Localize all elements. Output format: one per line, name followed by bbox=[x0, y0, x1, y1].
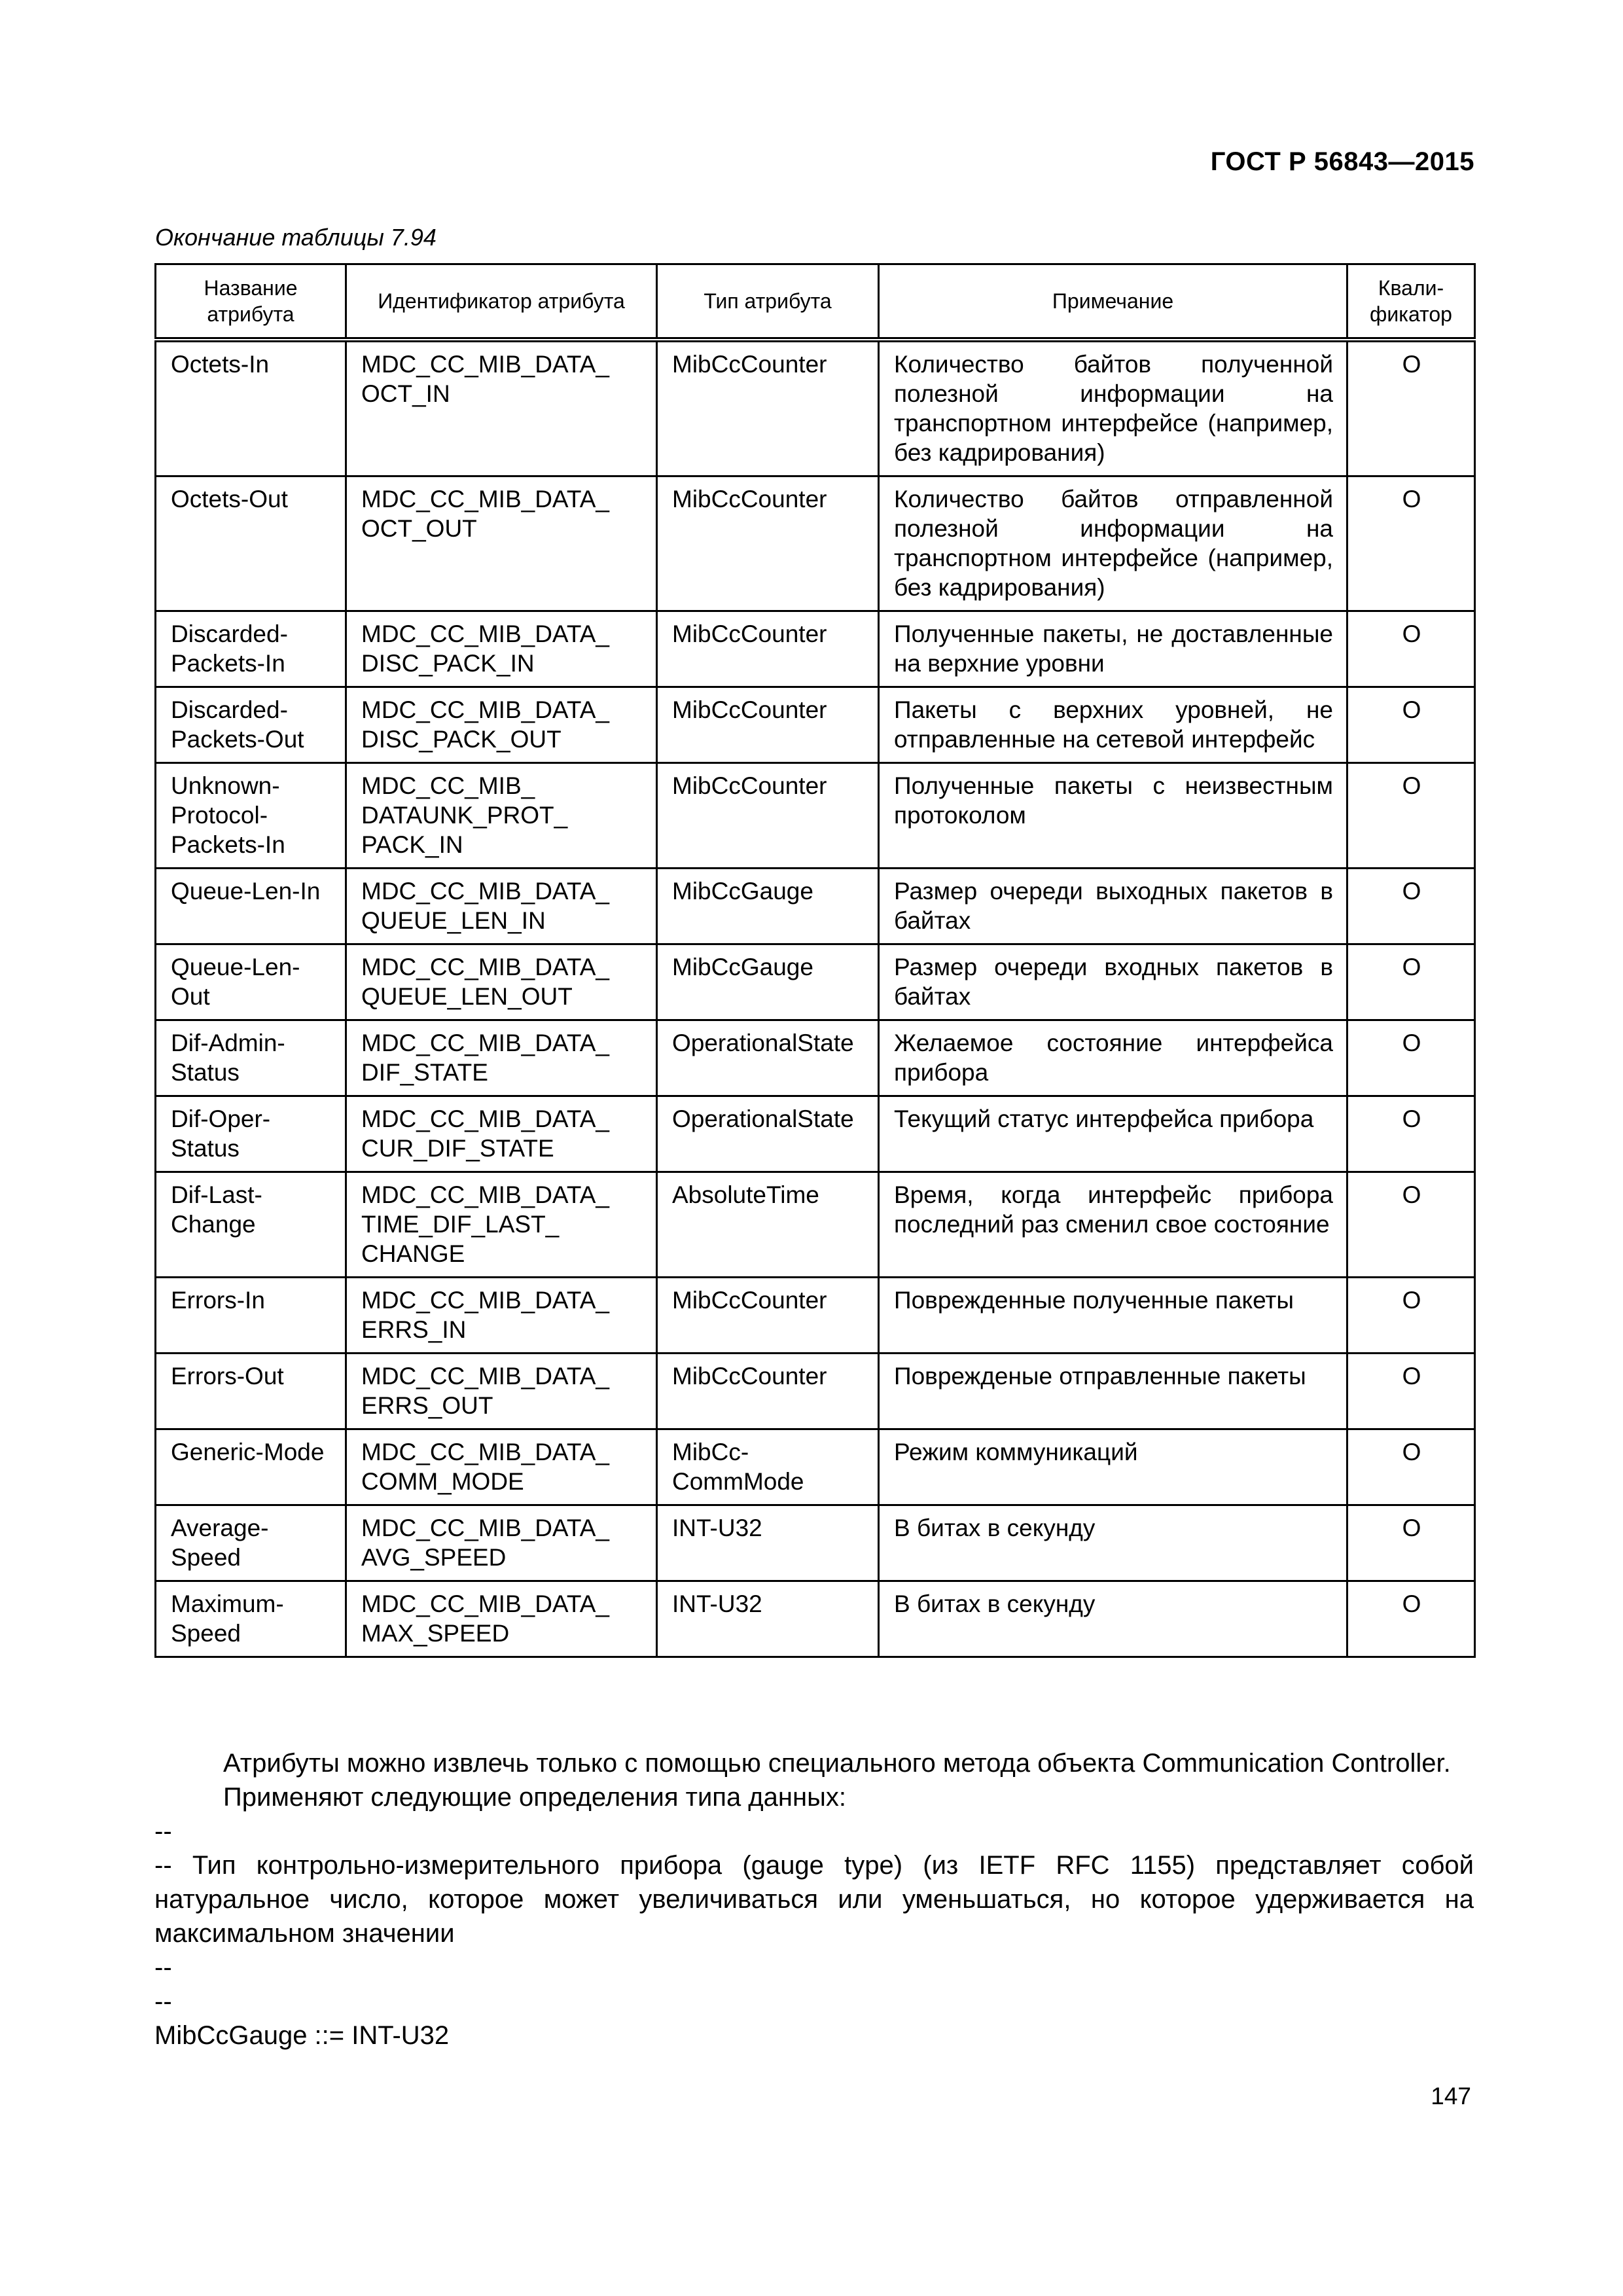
attribute-qualifier: O bbox=[1347, 1581, 1475, 1657]
attribute-id: MDC_CC_MIB_ DATAUNK_PROT_ PACK_IN bbox=[346, 763, 657, 869]
attribute-id: MDC_CC_MIB_DATA_ ERRS_OUT bbox=[346, 1354, 657, 1429]
attribute-type: MibCcCounter bbox=[657, 763, 879, 869]
attribute-type: MibCcCounter bbox=[657, 476, 879, 611]
attribute-name: Dif-Oper-Status bbox=[156, 1096, 346, 1172]
attribute-qualifier: O bbox=[1347, 1020, 1475, 1096]
attribute-type: MibCcGauge bbox=[657, 869, 879, 944]
attribute-qualifier: O bbox=[1347, 1505, 1475, 1581]
page-number: 147 bbox=[1431, 2083, 1471, 2109]
column-header-qualifier: Квали-фикатор bbox=[1347, 264, 1475, 340]
attribute-id: MDC_CC_MIB_DATA_ DISC_PACK_IN bbox=[346, 611, 657, 687]
attribute-qualifier: O bbox=[1347, 763, 1475, 869]
attribute-id: MDC_CC_MIB_DATA_ TIME_DIF_LAST_ CHANGE bbox=[346, 1172, 657, 1278]
paragraph: Применяют следующие определения типа данных: bbox=[223, 1783, 846, 1812]
attribute-type: MibCc-CommMode bbox=[657, 1429, 879, 1505]
attribute-id: MDC_CC_MIB_DATA_ OCT_IN bbox=[346, 340, 657, 476]
table-row bbox=[156, 1354, 1475, 1429]
code-definition: MibCcGauge ::= INT-U32 bbox=[154, 2021, 450, 2050]
attribute-qualifier: O bbox=[1347, 476, 1475, 611]
attribute-qualifier: O bbox=[1347, 1278, 1475, 1354]
table-row bbox=[156, 1278, 1475, 1354]
attribute-type: OperationalState bbox=[657, 1096, 879, 1172]
attribute-type: INT-U32 bbox=[657, 1505, 879, 1581]
column-header-note: Примечание bbox=[879, 264, 1347, 340]
attribute-id: MDC_CC_MIB_DATA_ COMM_MODE bbox=[346, 1429, 657, 1505]
attribute-id: MDC_CC_MIB_DATA_ OCT_OUT bbox=[346, 476, 657, 611]
table-row bbox=[156, 944, 1475, 1020]
table-row bbox=[156, 1581, 1475, 1657]
table-header-row bbox=[156, 264, 1475, 340]
column-header-id: Идентификатор атрибута bbox=[346, 264, 657, 340]
attribute-note: Время, когда интерфейс прибора последний раз сменил свое состояние bbox=[879, 1172, 1347, 1278]
attribute-type: MibCcCounter bbox=[657, 687, 879, 763]
attribute-qualifier: O bbox=[1347, 1354, 1475, 1429]
table-row bbox=[156, 1429, 1475, 1505]
table-row bbox=[156, 340, 1475, 476]
attribute-qualifier: O bbox=[1347, 1429, 1475, 1505]
attribute-note: Размер очереди выходных пакетов в байтах bbox=[879, 869, 1347, 944]
attribute-id: MDC_CC_MIB_DATA_ QUEUE_LEN_IN bbox=[346, 869, 657, 944]
attribute-id: MDC_CC_MIB_DATA_ DISC_PACK_OUT bbox=[346, 687, 657, 763]
document-code: ГОСТ Р 56843—2015 bbox=[1210, 147, 1474, 176]
attribute-qualifier: O bbox=[1347, 869, 1475, 944]
column-header-type: Тип атрибута bbox=[657, 264, 879, 340]
attribute-name: Discarded-Packets-In bbox=[156, 611, 346, 687]
attribute-note: Режим коммуникаций bbox=[879, 1429, 1347, 1505]
attribute-qualifier: O bbox=[1347, 611, 1475, 687]
attribute-note: В битах в секунду bbox=[879, 1581, 1347, 1657]
table-row bbox=[156, 611, 1475, 687]
attribute-id: MDC_CC_MIB_DATA_ QUEUE_LEN_OUT bbox=[346, 944, 657, 1020]
attribute-name: Errors-In bbox=[156, 1278, 346, 1354]
attribute-table bbox=[154, 263, 1476, 1658]
table-row bbox=[156, 1096, 1475, 1172]
attribute-id: MDC_CC_MIB_DATA_ ERRS_IN bbox=[346, 1278, 657, 1354]
table-row bbox=[156, 1020, 1475, 1096]
attribute-type: INT-U32 bbox=[657, 1581, 879, 1657]
code-line: -- bbox=[154, 1817, 172, 1846]
attribute-note: В битах в секунду bbox=[879, 1505, 1347, 1581]
attribute-name: Octets-In bbox=[156, 340, 346, 476]
table-row bbox=[156, 869, 1475, 944]
paragraph: Атрибуты можно извлечь только с помощью специального метода объекта Communication Controller. bbox=[223, 1749, 1451, 1778]
attribute-type: OperationalState bbox=[657, 1020, 879, 1096]
column-header-name: Название атрибута bbox=[156, 264, 346, 340]
attribute-id: MDC_CC_MIB_DATA_ MAX_SPEED bbox=[346, 1581, 657, 1657]
attribute-type: MibCcCounter bbox=[657, 1354, 879, 1429]
attribute-name: Dif-Admin-Status bbox=[156, 1020, 346, 1096]
table-row bbox=[156, 687, 1475, 763]
attribute-qualifier: O bbox=[1347, 1096, 1475, 1172]
attribute-name: Unknown-Protocol-Packets-In bbox=[156, 763, 346, 869]
attribute-name: Dif-Last-Change bbox=[156, 1172, 346, 1278]
attribute-id: MDC_CC_MIB_DATA_ CUR_DIF_STATE bbox=[346, 1096, 657, 1172]
attribute-note: Текущий статус интерфейса прибора bbox=[879, 1096, 1347, 1172]
attribute-name: Errors-Out bbox=[156, 1354, 346, 1429]
attribute-qualifier: O bbox=[1347, 340, 1475, 476]
attribute-name: Maximum-Speed bbox=[156, 1581, 346, 1657]
table-caption: Окончание таблицы 7.94 bbox=[155, 224, 437, 251]
table-row bbox=[156, 1505, 1475, 1581]
attribute-note: Пакеты с верхних уровней, не отправленные на сетевой интерфейс bbox=[879, 687, 1347, 763]
code-line: -- bbox=[154, 1953, 172, 1982]
attribute-id: MDC_CC_MIB_DATA_ AVG_SPEED bbox=[346, 1505, 657, 1581]
attribute-qualifier: O bbox=[1347, 944, 1475, 1020]
attribute-note: Количество байтов отправленной полезной информации на транспортном интерфейсе (например, без кадрирования) bbox=[879, 476, 1347, 611]
attribute-note: Количество байтов полученной полезной информации на транспортном интерфейсе (например, без кадрирования) bbox=[879, 340, 1347, 476]
attribute-type: MibCcCounter bbox=[657, 1278, 879, 1354]
attribute-type: MibCcGauge bbox=[657, 944, 879, 1020]
attribute-type: MibCcCounter bbox=[657, 611, 879, 687]
attribute-note: Поврежденые отправленные пакеты bbox=[879, 1354, 1347, 1429]
attribute-note: Размер очереди входных пакетов в байтах bbox=[879, 944, 1347, 1020]
attribute-type: AbsoluteTime bbox=[657, 1172, 879, 1278]
attribute-name: Average-Speed bbox=[156, 1505, 346, 1581]
table-row bbox=[156, 476, 1475, 611]
body-text bbox=[154, 1746, 1474, 2053]
table-row bbox=[156, 763, 1475, 869]
attribute-qualifier: O bbox=[1347, 687, 1475, 763]
attribute-note: Желаемое состояние интерфейса прибора bbox=[879, 1020, 1347, 1096]
attribute-note: Полученные пакеты, не доставленные на верхние уровни bbox=[879, 611, 1347, 687]
attribute-name: Octets-Out bbox=[156, 476, 346, 611]
attribute-type: MibCcCounter bbox=[657, 340, 879, 476]
code-line: -- bbox=[154, 1987, 172, 2016]
attribute-note: Полученные пакеты с неизвестным протоколом bbox=[879, 763, 1347, 869]
table-row bbox=[156, 1172, 1475, 1278]
attribute-id: MDC_CC_MIB_DATA_ DIF_STATE bbox=[346, 1020, 657, 1096]
code-comment: -- Тип контрольно-измерительного прибора (gauge type) (из IETF RFC 1155) представляет собой натуральное число, которое может увеличиваться или уменьшаться, но которое удерживается на максимальном значении bbox=[154, 1851, 1474, 1948]
attribute-qualifier: O bbox=[1347, 1172, 1475, 1278]
attribute-note: Поврежденные полученные пакеты bbox=[879, 1278, 1347, 1354]
attribute-name: Discarded-Packets-Out bbox=[156, 687, 346, 763]
attribute-name: Queue-Len-Out bbox=[156, 944, 346, 1020]
attribute-name: Generic-Mode bbox=[156, 1429, 346, 1505]
attribute-name: Queue-Len-In bbox=[156, 869, 346, 944]
